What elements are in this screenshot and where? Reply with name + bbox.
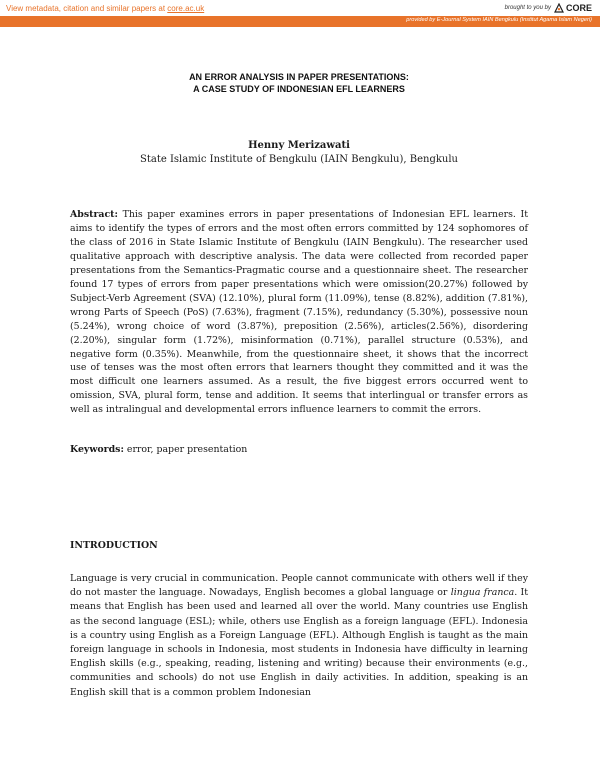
core-banner (0, 0, 600, 27)
core-logo[interactable]: CORE (554, 3, 592, 13)
core-site-link[interactable]: core.ac.uk (167, 4, 205, 13)
view-metadata-link[interactable]: View metadata, citation and similar papers at core.ac.uk (6, 4, 205, 13)
abstract-label: Abstract: (70, 209, 118, 220)
abstract-text: This paper examines errors in paper presentations of Indonesian EFL learners. It aims to identify the types of errors and the most often errors committed by 124 sophomores of the class of 2016 in State Islamic Institute of Bengkulu (IAIN Bengkulu). The researcher used qualitative approach with descriptive analysis. The data were collected from recorded paper presentations from the Semantics-Pragmatic course and a questionnaire sheet. The researcher found 17 types of errors from paper presentations which were omission(20.27%) followed by Subject-Verb Agreement (SVA) (12.10%), plural form (11.09%), tense (8.82%), addition (7.81%), wrong Parts of Speech (PoS) (7.63%), fragment (7.15%), redundancy (5.30%), possessive noun (5.24%), wrong choice of word (3.87%), preposition (2.56%), articles(2.56%), disordering (2.20%), singular form (1.72%), misinformation (0.71%), parallel structure (0.53%), and negative form (0.35%). Meanwhile, from the questionnaire sheet, it shows that the incorrect use of tenses was the most often errors that learners thought they committed and it was the most difficult one learners assumed. As a result, the five biggest errors occurred went to omission, SVA, plural form, tense and addition. It seems that interlingual or transfer errors as well as intralingual and developmental errors influence learners to commit the errors. (70, 209, 529, 416)
introduction-paragraph: Language is very crucial in communication. People cannot communicate with others well if they do not master the language. Nowadays, English becomes a global language or lingua franca. It means that English has been used and learned all over the world. Many countries use English as the second language (ESL); while, others use English as a foreign language (EFL). Indonesia is a country using English as a Foreign Language (EFL). Although English is taught as the main foreign language in schools in Indonesia, most students in Indonesia have difficulty in learning English skills (e.g., speaking, reading, listening and writing) because their environments (e.g., communities and schools) do not use English in daily activities. In addition, speaking is an English skill that is a common problem Indonesian (70, 573, 528, 698)
provided-by-text[interactable]: provided by E-Journal System IAIN Bengkulu (Institut Agama Islam Negeri) (406, 17, 592, 23)
section-heading-introduction: INTRODUCTION (70, 540, 158, 551)
core-brand[interactable] (505, 3, 592, 13)
brought-by-text: brought to you by (504, 5, 551, 11)
provided-by-bar (0, 16, 600, 27)
banner-top-strip (0, 0, 600, 16)
abstract (70, 208, 528, 417)
author-affiliation: State Islamic Institute of Bengkulu (IAIN Bengkulu), Bengkulu (140, 154, 458, 165)
keywords (70, 443, 528, 456)
title-line-1: AN ERROR ANALYSIS IN PAPER PRESENTATIONS: (189, 72, 409, 82)
keywords-text: error, paper presentation (126, 444, 248, 455)
author-name: Henny Merizawati (248, 140, 350, 151)
lingua-franca-term: lingua franca (450, 587, 515, 599)
core-logo-icon (554, 3, 564, 13)
paper-title (70, 71, 528, 95)
keywords-label: Keywords: (70, 444, 124, 455)
title-line-2: A CASE STUDY OF INDONESIAN EFL LEARNERS (193, 84, 405, 94)
